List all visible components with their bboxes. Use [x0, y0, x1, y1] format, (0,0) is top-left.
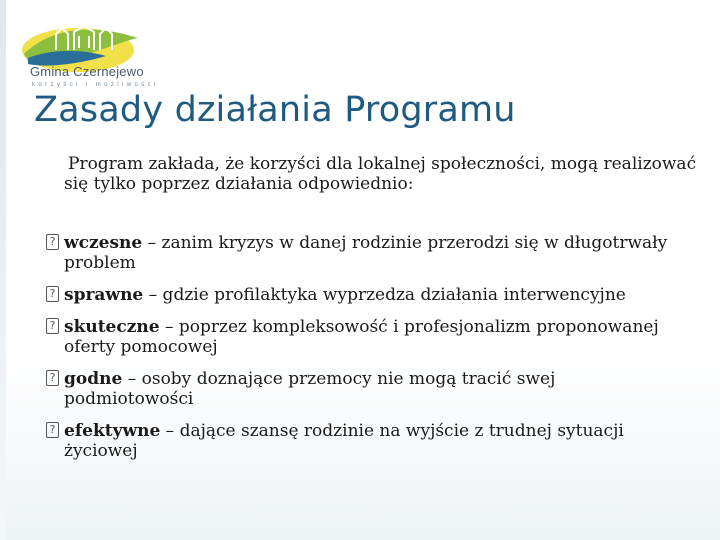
bullet-term: wczesne: [64, 233, 143, 253]
bullet-icon: ?: [46, 422, 59, 438]
left-rule: [0, 0, 6, 540]
list-item: [46, 421, 686, 461]
bullet-term: efektywne: [64, 421, 161, 441]
bullet-text: – poprzez kompleksowość i profesjonalizm proponowanej oferty pomocowej: [64, 317, 659, 357]
slide-title: Zasady działania Programu: [34, 90, 516, 130]
intro-paragraph: Program zakłada, że korzyści dla lokalnej społeczności, mogą realizować się tylko poprzez działania odpowiednio:: [64, 154, 697, 194]
bullet-icon: ?: [46, 286, 59, 302]
list-item: [46, 233, 686, 273]
principles-list: [46, 233, 686, 473]
list-item: [46, 317, 686, 357]
bullet-icon: ?: [46, 318, 59, 334]
bullet-term: skuteczne: [64, 317, 160, 337]
gmina-logo-icon: [18, 12, 158, 102]
bullet-icon: ?: [46, 234, 59, 250]
bullet-term: sprawne: [64, 285, 144, 305]
bullet-text: – zanim kryzys w danej rodzinie przerodzi się w długotrwały problem: [64, 233, 668, 273]
bullet-text: – dające szansę rodzinie na wyjście z trudnej sytuacji życiowej: [64, 421, 624, 461]
logo-name: Gmina Czernejewo: [30, 64, 144, 79]
list-item: [46, 285, 686, 305]
bullet-term: godne: [64, 369, 123, 389]
bullet-text: – gdzie profilaktyka wyprzedza działania interwencyjne: [143, 285, 626, 305]
list-item: [46, 369, 686, 409]
logo-tagline: korzyści i możliwości: [32, 82, 159, 88]
bullet-text: – osoby doznające przemocy nie mogą tracić swej podmiotowości: [64, 369, 556, 409]
bullet-icon: ?: [46, 370, 59, 386]
